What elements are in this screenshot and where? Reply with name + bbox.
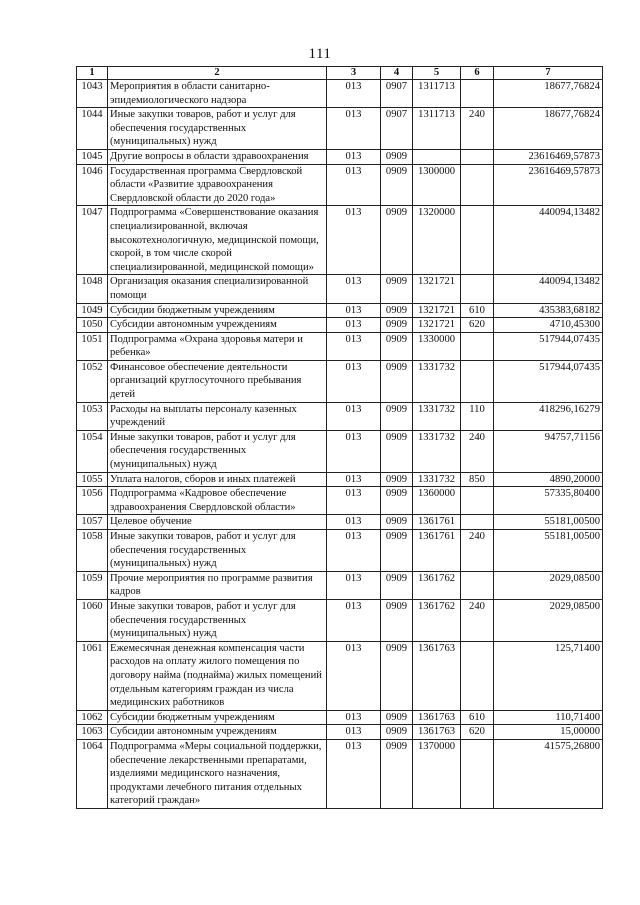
table-row — [77, 80, 603, 108]
table-row — [77, 571, 603, 599]
item-name-cell: Иные закупки товаров, работ и услуг для обеспечения государственных (муниципальных) нужд — [108, 108, 327, 150]
column-header-2: 2 — [108, 67, 327, 80]
expense-type-cell: 240 — [461, 108, 494, 150]
expense-type-cell — [461, 515, 494, 530]
row-number-cell: 1043 — [77, 80, 108, 108]
amount-cell: 57335,80400 — [494, 487, 603, 515]
item-name-cell: Прочие мероприятия по программе развития кадров — [108, 571, 327, 599]
amount-cell: 4710,45300 — [494, 318, 603, 333]
table-row — [77, 303, 603, 318]
table-row — [77, 164, 603, 206]
table-row — [77, 402, 603, 430]
section-code-cell: 0909 — [381, 206, 413, 275]
expense-type-cell — [461, 206, 494, 275]
ministry-code-cell: 013 — [327, 318, 381, 333]
expense-type-cell — [461, 149, 494, 164]
amount-cell: 94757,71156 — [494, 430, 603, 472]
expense-type-cell: 850 — [461, 472, 494, 487]
expense-type-cell — [461, 164, 494, 206]
table-row — [77, 472, 603, 487]
target-code-cell: 1331732 — [413, 360, 461, 402]
row-number-cell: 1046 — [77, 164, 108, 206]
target-code-cell: 1331732 — [413, 472, 461, 487]
item-name-cell: Ежемесячная денежная компенсация части расходов на оплату жилого помещения по договору найма (поднайма) жилых помещений отдельным категориям граждан из числа медицинских работников — [108, 641, 327, 710]
ministry-code-cell: 013 — [327, 710, 381, 725]
ministry-code-cell: 013 — [327, 430, 381, 472]
amount-cell: 23616469,57873 — [494, 164, 603, 206]
table-row — [77, 149, 603, 164]
item-name-cell: Субсидии автономным учреждениям — [108, 318, 327, 333]
ministry-code-cell: 013 — [327, 275, 381, 303]
target-code-cell: 1321721 — [413, 303, 461, 318]
ministry-code-cell: 013 — [327, 108, 381, 150]
row-number-cell: 1061 — [77, 641, 108, 710]
section-code-cell: 0909 — [381, 360, 413, 402]
row-number-cell: 1060 — [77, 599, 108, 641]
header-row — [77, 67, 603, 80]
amount-cell: 125,71400 — [494, 641, 603, 710]
target-code-cell: 1361763 — [413, 725, 461, 740]
item-name-cell: Иные закупки товаров, работ и услуг для обеспечения государственных (муниципальных) нужд — [108, 530, 327, 572]
row-number-cell: 1058 — [77, 530, 108, 572]
item-name-cell: Целевое обучение — [108, 515, 327, 530]
table-row — [77, 599, 603, 641]
amount-cell: 41575,26800 — [494, 739, 603, 808]
expense-type-cell — [461, 332, 494, 360]
item-name-cell: Уплата налогов, сборов и иных платежей — [108, 472, 327, 487]
section-code-cell: 0909 — [381, 318, 413, 333]
section-code-cell: 0909 — [381, 599, 413, 641]
expense-type-cell — [461, 641, 494, 710]
target-code-cell: 1360000 — [413, 487, 461, 515]
ministry-code-cell: 013 — [327, 725, 381, 740]
item-name-cell: Субсидии бюджетным учреждениям — [108, 303, 327, 318]
ministry-code-cell: 013 — [327, 402, 381, 430]
expense-type-cell: 240 — [461, 430, 494, 472]
section-code-cell: 0909 — [381, 641, 413, 710]
amount-cell: 517944,07435 — [494, 332, 603, 360]
table-row — [77, 206, 603, 275]
ministry-code-cell: 013 — [327, 332, 381, 360]
target-code-cell: 1300000 — [413, 164, 461, 206]
expense-type-cell — [461, 360, 494, 402]
row-number-cell: 1064 — [77, 739, 108, 808]
table-row — [77, 360, 603, 402]
item-name-cell: Иные закупки товаров, работ и услуг для обеспечения государственных (муниципальных) нужд — [108, 430, 327, 472]
row-number-cell: 1059 — [77, 571, 108, 599]
expense-type-cell: 620 — [461, 318, 494, 333]
item-name-cell: Иные закупки товаров, работ и услуг для обеспечения государственных (муниципальных) нужд — [108, 599, 327, 641]
item-name-cell: Расходы на выплаты персоналу казенных учреждений — [108, 402, 327, 430]
section-code-cell: 0909 — [381, 402, 413, 430]
section-code-cell: 0909 — [381, 739, 413, 808]
amount-cell: 2029,08500 — [494, 571, 603, 599]
expense-type-cell — [461, 739, 494, 808]
page-number: 111 — [308, 46, 332, 62]
table-row — [77, 530, 603, 572]
table-row — [77, 332, 603, 360]
row-number-cell: 1048 — [77, 275, 108, 303]
section-code-cell: 0907 — [381, 80, 413, 108]
amount-cell: 2029,08500 — [494, 599, 603, 641]
column-header-5: 5 — [413, 67, 461, 80]
table-row — [77, 108, 603, 150]
target-code-cell — [413, 149, 461, 164]
row-number-cell: 1049 — [77, 303, 108, 318]
target-code-cell: 1320000 — [413, 206, 461, 275]
item-name-cell: Подпрограмма «Кадровое обеспечение здравоохранения Свердловской области» — [108, 487, 327, 515]
item-name-cell: Организация оказания специализированной помощи — [108, 275, 327, 303]
expense-type-cell: 620 — [461, 725, 494, 740]
section-code-cell: 0909 — [381, 530, 413, 572]
ministry-code-cell: 013 — [327, 530, 381, 572]
row-number-cell: 1056 — [77, 487, 108, 515]
target-code-cell: 1331732 — [413, 402, 461, 430]
target-code-cell: 1361762 — [413, 599, 461, 641]
target-code-cell: 1370000 — [413, 739, 461, 808]
table-row — [77, 430, 603, 472]
table-row — [77, 487, 603, 515]
row-number-cell: 1053 — [77, 402, 108, 430]
amount-cell: 23616469,57873 — [494, 149, 603, 164]
table-row — [77, 641, 603, 710]
section-code-cell: 0907 — [381, 108, 413, 150]
expense-type-cell — [461, 80, 494, 108]
section-code-cell: 0909 — [381, 332, 413, 360]
expense-type-cell — [461, 275, 494, 303]
expense-type-cell — [461, 571, 494, 599]
ministry-code-cell: 013 — [327, 487, 381, 515]
section-code-cell: 0909 — [381, 472, 413, 487]
amount-cell: 440094,13482 — [494, 275, 603, 303]
expense-type-cell: 240 — [461, 599, 494, 641]
item-name-cell: Подпрограмма «Меры социальной поддержки, обеспечение лекарственными препаратами, изделиями медицинского назначения, продуктами лечебного питания отдельных категорий граждан» — [108, 739, 327, 808]
section-code-cell: 0909 — [381, 164, 413, 206]
target-code-cell: 1361763 — [413, 710, 461, 725]
row-number-cell: 1062 — [77, 710, 108, 725]
column-header-1: 1 — [77, 67, 108, 80]
column-header-4: 4 — [381, 67, 413, 80]
section-code-cell: 0909 — [381, 149, 413, 164]
target-code-cell: 1321721 — [413, 318, 461, 333]
row-number-cell: 1063 — [77, 725, 108, 740]
table-row — [77, 725, 603, 740]
ministry-code-cell: 013 — [327, 515, 381, 530]
item-name-cell: Подпрограмма «Охрана здоровья матери и ребенка» — [108, 332, 327, 360]
row-number-cell: 1057 — [77, 515, 108, 530]
amount-cell: 55181,00500 — [494, 515, 603, 530]
item-name-cell: Субсидии автономным учреждениям — [108, 725, 327, 740]
row-number-cell: 1051 — [77, 332, 108, 360]
section-code-cell: 0909 — [381, 710, 413, 725]
target-code-cell: 1330000 — [413, 332, 461, 360]
section-code-cell: 0909 — [381, 571, 413, 599]
ministry-code-cell: 013 — [327, 149, 381, 164]
row-number-cell: 1054 — [77, 430, 108, 472]
amount-cell: 110,71400 — [494, 710, 603, 725]
section-code-cell: 0909 — [381, 275, 413, 303]
ministry-code-cell: 013 — [327, 472, 381, 487]
table-row — [77, 710, 603, 725]
ministry-code-cell: 013 — [327, 80, 381, 108]
row-number-cell: 1055 — [77, 472, 108, 487]
amount-cell: 15,00000 — [494, 725, 603, 740]
item-name-cell: Подпрограмма «Совершенствование оказания специализированной, включая высокотехнологичную, медицинской помощи, скорой, в том числе скорой специализированной, медицинской помощи» — [108, 206, 327, 275]
target-code-cell: 1321721 — [413, 275, 461, 303]
ministry-code-cell: 013 — [327, 641, 381, 710]
item-name-cell: Субсидии бюджетным учреждениям — [108, 710, 327, 725]
amount-cell: 418296,16279 — [494, 402, 603, 430]
amount-cell: 440094,13482 — [494, 206, 603, 275]
column-header-6: 6 — [461, 67, 494, 80]
target-code-cell: 1361761 — [413, 530, 461, 572]
column-header-3: 3 — [327, 67, 381, 80]
ministry-code-cell: 013 — [327, 571, 381, 599]
row-number-cell: 1047 — [77, 206, 108, 275]
section-code-cell: 0909 — [381, 303, 413, 318]
ministry-code-cell: 013 — [327, 164, 381, 206]
expense-type-cell — [461, 487, 494, 515]
column-header-7: 7 — [494, 67, 603, 80]
target-code-cell: 1311713 — [413, 108, 461, 150]
section-code-cell: 0909 — [381, 487, 413, 515]
section-code-cell: 0909 — [381, 515, 413, 530]
expense-type-cell: 110 — [461, 402, 494, 430]
table-row — [77, 515, 603, 530]
expense-type-cell: 610 — [461, 710, 494, 725]
ministry-code-cell: 013 — [327, 303, 381, 318]
amount-cell: 4890,20000 — [494, 472, 603, 487]
amount-cell: 18677,76824 — [494, 108, 603, 150]
item-name-cell: Другие вопросы в области здравоохранения — [108, 149, 327, 164]
expense-type-cell: 240 — [461, 530, 494, 572]
item-name-cell: Государственная программа Свердловской области «Развитие здравоохранения Свердловской области до 2020 года» — [108, 164, 327, 206]
amount-cell: 435383,68182 — [494, 303, 603, 318]
row-number-cell: 1044 — [77, 108, 108, 150]
amount-cell: 18677,76824 — [494, 80, 603, 108]
section-code-cell: 0909 — [381, 725, 413, 740]
table-row — [77, 318, 603, 333]
table-row — [77, 275, 603, 303]
ministry-code-cell: 013 — [327, 360, 381, 402]
row-number-cell: 1052 — [77, 360, 108, 402]
row-number-cell: 1045 — [77, 149, 108, 164]
target-code-cell: 1331732 — [413, 430, 461, 472]
target-code-cell: 1361761 — [413, 515, 461, 530]
amount-cell: 55181,00500 — [494, 530, 603, 572]
target-code-cell: 1361762 — [413, 571, 461, 599]
target-code-cell: 1361763 — [413, 641, 461, 710]
amount-cell: 517944,07435 — [494, 360, 603, 402]
expense-type-cell: 610 — [461, 303, 494, 318]
table-body — [77, 80, 603, 809]
target-code-cell: 1311713 — [413, 80, 461, 108]
ministry-code-cell: 013 — [327, 206, 381, 275]
ministry-code-cell: 013 — [327, 599, 381, 641]
section-code-cell: 0909 — [381, 430, 413, 472]
table-row — [77, 739, 603, 808]
row-number-cell: 1050 — [77, 318, 108, 333]
item-name-cell: Мероприятия в области санитарно-эпидемиологического надзора — [108, 80, 327, 108]
item-name-cell: Финансовое обеспечение деятельности организаций круглосуточного пребывания детей — [108, 360, 327, 402]
ministry-code-cell: 013 — [327, 739, 381, 808]
budget-table — [76, 66, 603, 809]
